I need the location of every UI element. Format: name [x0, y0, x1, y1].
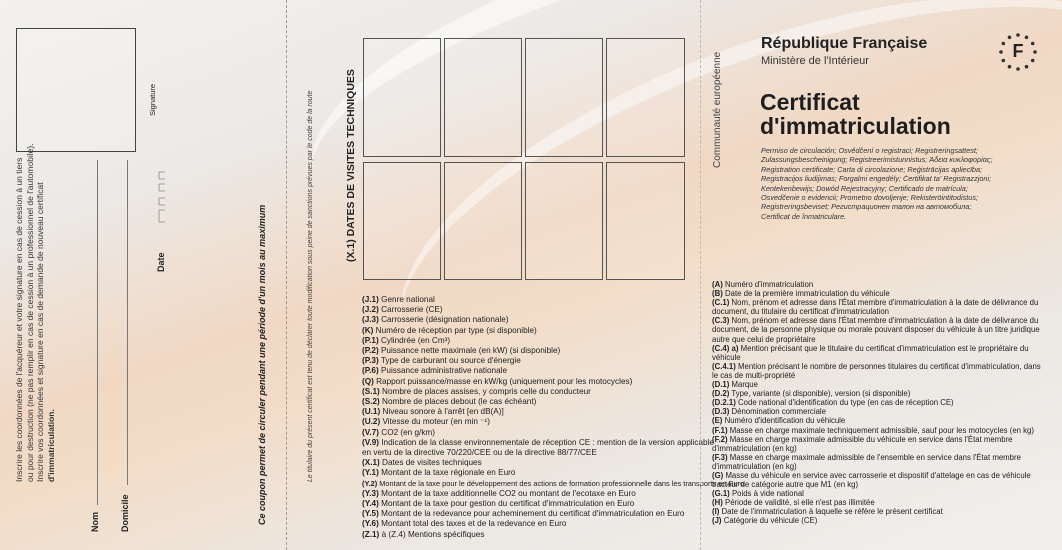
field-line: (D.2.1) Code national d'identification du type (en cas de réception CE)	[712, 398, 954, 408]
domicile-label: Domicile	[120, 494, 130, 532]
republic-title: République Française	[761, 35, 928, 52]
translation-line: Registreringsbeviset; Регистрационен талон на автомобила;	[761, 202, 972, 212]
translations	[761, 146, 992, 221]
nom-line[interactable]	[97, 160, 98, 505]
field-line: (Z.1) à (Z.4) Mentions spécifiques	[362, 529, 485, 539]
nom-label: Nom	[90, 512, 100, 532]
instruction-line: Inscrire les coordonnées de l'acquéreur et votre signature en cas de cession à un tiers	[14, 157, 24, 482]
document-title	[760, 90, 951, 138]
right-field-list	[712, 280, 1047, 526]
visits-heading: (X.1) DATES DE VISITES TECHNIQUES	[345, 69, 357, 262]
translation-line: Kentekenbewijs; Dowód Rejestracyjny; Certificado de matrícula;	[761, 183, 968, 193]
field-line: (S.2) Nombre de places debout (le cas échéant)	[362, 397, 537, 407]
field-line: (D.1) Marque	[712, 380, 758, 390]
field-line: (J.1) Genre national	[362, 295, 435, 304]
field-line: (J.3) Carrosserie (désignation nationale)	[362, 315, 509, 325]
field-line: (D.3) Dénomination commerciale	[712, 407, 826, 417]
field-line: (P.6) Puissance administrative nationale	[362, 366, 508, 376]
field-line: (Y.3) Montant de la taxe additionnelle CO2 ou montant de l'ecotaxe en Euro	[362, 488, 636, 498]
translation-line: Certificat de înmatriculare.	[761, 211, 847, 221]
visit-box[interactable]	[444, 162, 522, 280]
instruction-line: Inscrire vos coordonnées et signature en cas de demande de nouveau certificat	[35, 182, 45, 482]
field-line: (V.7) CO2 (en g/km)	[362, 427, 435, 437]
translation-line: Registration certificate; Carta di circolazione; Reģistrācijas apliecība;	[761, 164, 983, 174]
translation-line: Permiso de circulación; Osvědčení o registraci; Registreringsattest;	[761, 146, 978, 155]
visit-box[interactable]	[363, 162, 441, 280]
field-line: (P.1) Cylindrée (en Cm³)	[362, 335, 451, 345]
field-line: (C.3) Nom, prénom et adresse dans l'État membre d'immatriculation à la date de délivrance du document, de la personne physique ou morale pouvant disposer du véhicule à un titre juridique autre que celui de propriétaire	[712, 316, 1040, 344]
fold-line	[286, 0, 287, 550]
field-line: (U.1) Niveau sonore à l'arrêt [en dB(A)]	[362, 407, 504, 417]
field-line: (P.2) Puissance nette maximale (en kW) (si disponible)	[362, 346, 561, 356]
field-line: (A) Numéro d'immatriculation	[712, 280, 814, 289]
field-line: (Y.6) Montant total des taxes et de la redevance en Euro	[362, 519, 567, 529]
fold-line	[700, 0, 701, 550]
translation-line: Registracijos liudijimas; Forgalmi engedély; Ċertifikat ta' Reġistrazzjoni;	[761, 174, 992, 184]
visit-box[interactable]	[525, 162, 603, 280]
field-line: (B) Date de la première immatriculation du véhicule	[712, 289, 890, 299]
field-line: (E) Numéro d'identification du véhicule	[712, 416, 846, 426]
field-line: (P.3) Type de carburant ou source d'énergie	[362, 356, 521, 366]
field-line: (Q) Rapport puissance/masse en kW/kg (uniquement pour les motocycles)	[362, 376, 633, 386]
field-line: (S.1) Nombre de places assises, y compris celle du conducteur	[362, 386, 591, 396]
field-line: (Y.4) Montant de la taxe pour gestion du certificat d'immatriculation en Euro	[362, 499, 635, 509]
title-line: d'immatriculation	[760, 113, 951, 139]
field-line: (C.4.1) Mention précisant le nombre de personnes titulaires du certificat d'immatriculation, dans le cas de multi-propriété	[712, 361, 1041, 380]
field-line: (Y.2) Montant de la taxe pour le développement des actions de formation professionnelle dans les transports en Euro	[362, 478, 745, 488]
left-instructions	[14, 143, 56, 482]
field-line: (F.1) Masse en charge maximale techniquement admissible, sauf pour les motocycles (en kg)	[712, 425, 1034, 435]
visit-box[interactable]	[606, 38, 685, 157]
title-line: Certificat	[760, 89, 860, 115]
field-line: (D.2) Type, variante (si disponible), version (si disponible)	[712, 389, 911, 399]
field-line: (Y.5) Montant de la redevance pour acheminement du certificat d'immatriculation en Euro	[362, 509, 685, 519]
visit-box[interactable]	[525, 38, 603, 157]
visit-box[interactable]	[606, 162, 685, 280]
instruction-line: ou pour destruction (ne pas remplir en cas de cession à un professionnel de l'automobile).	[24, 143, 35, 482]
date-field[interactable]	[158, 170, 166, 225]
field-line: (I) Date de l'immatriculation à laquelle se réfère le présent certificat	[712, 507, 943, 517]
field-line: (H) Période de validité, si elle n'est pas illimitée	[712, 498, 875, 508]
field-line: (G) Masse du véhicule en service avec carrosserie et dispositif d'attelage en cas de véhicule tracteur de catégorie autre que M1 (en kg)	[712, 470, 1031, 490]
field-line: (X.1) Dates de visites techniques	[362, 458, 482, 468]
field-line: (F.2) Masse en charge maximale admissible du véhicule en service dans l'État membre d'immatriculation (en kg)	[712, 434, 1013, 453]
legal-text: Le titulaire du présent certificat est tenu de déclarer toute modification sous peine de sanctions prévues par le code de la route	[307, 90, 314, 482]
visit-box[interactable]	[444, 38, 522, 157]
signature-label: Signature	[148, 83, 157, 116]
visit-box[interactable]	[363, 38, 441, 157]
country-code: F	[1012, 41, 1024, 61]
field-line: (V.9) Indication de la classe environnementale de réception CE : mention de la version applicable	[362, 437, 714, 447]
coupon-text: Ce coupon permet de circuler pendant une période d'un mois au maximum	[257, 204, 267, 525]
field-line: (K) Numéro de réception par type (si disponible)	[362, 325, 537, 335]
field-line: (J.2) Carrosserie (CE)	[362, 305, 443, 315]
eu-label: Communauté européenne	[712, 51, 723, 168]
country-emblem	[998, 32, 1038, 72]
field-line: (C.1) Nom, prénom et adresse dans l'État membre d'immatriculation à la date de délivrance du document, du titulaire du certificat d'immatriculation	[712, 298, 1039, 317]
domicile-line[interactable]	[127, 160, 128, 485]
field-line: (F.3) Masse en charge maximale admissible de l'ensemble en service dans l'État membre d'immatriculation (en kg)	[712, 452, 1021, 471]
signature-box[interactable]	[16, 28, 136, 152]
field-line: en vertu de la directive 70/220/CEE ou de la directive 88/77/CEE	[362, 448, 597, 458]
field-line: (Y.1) Montant de la taxe régionale en Euro	[362, 468, 516, 478]
date-boxes	[158, 170, 166, 225]
instruction-line: d'immatriculation.	[45, 409, 56, 482]
translation-line: Osvedčenie o evidencii; Prometno dovoljenje; Rekisteröintitodistus;	[761, 193, 978, 203]
date-label: Date	[156, 252, 166, 272]
translation-line: Zulassungsbescheinigung; Registreerimistunnistus; Άδεια κυκλοφορίας;	[761, 155, 993, 165]
field-line: (U.2) Vitesse du moteur (en min ⁻¹)	[362, 417, 490, 427]
ministry-subtitle: Ministère de l'Intérieur	[761, 55, 869, 67]
field-line: (J) Catégorie du véhicule (CE)	[712, 516, 818, 526]
field-line: (G.1) Poids à vide national	[712, 489, 804, 499]
field-line: (C.4) a) Mention précisant que le titulaire du certificat d'immatriculation est le propriétaire du véhicule	[712, 343, 1029, 362]
